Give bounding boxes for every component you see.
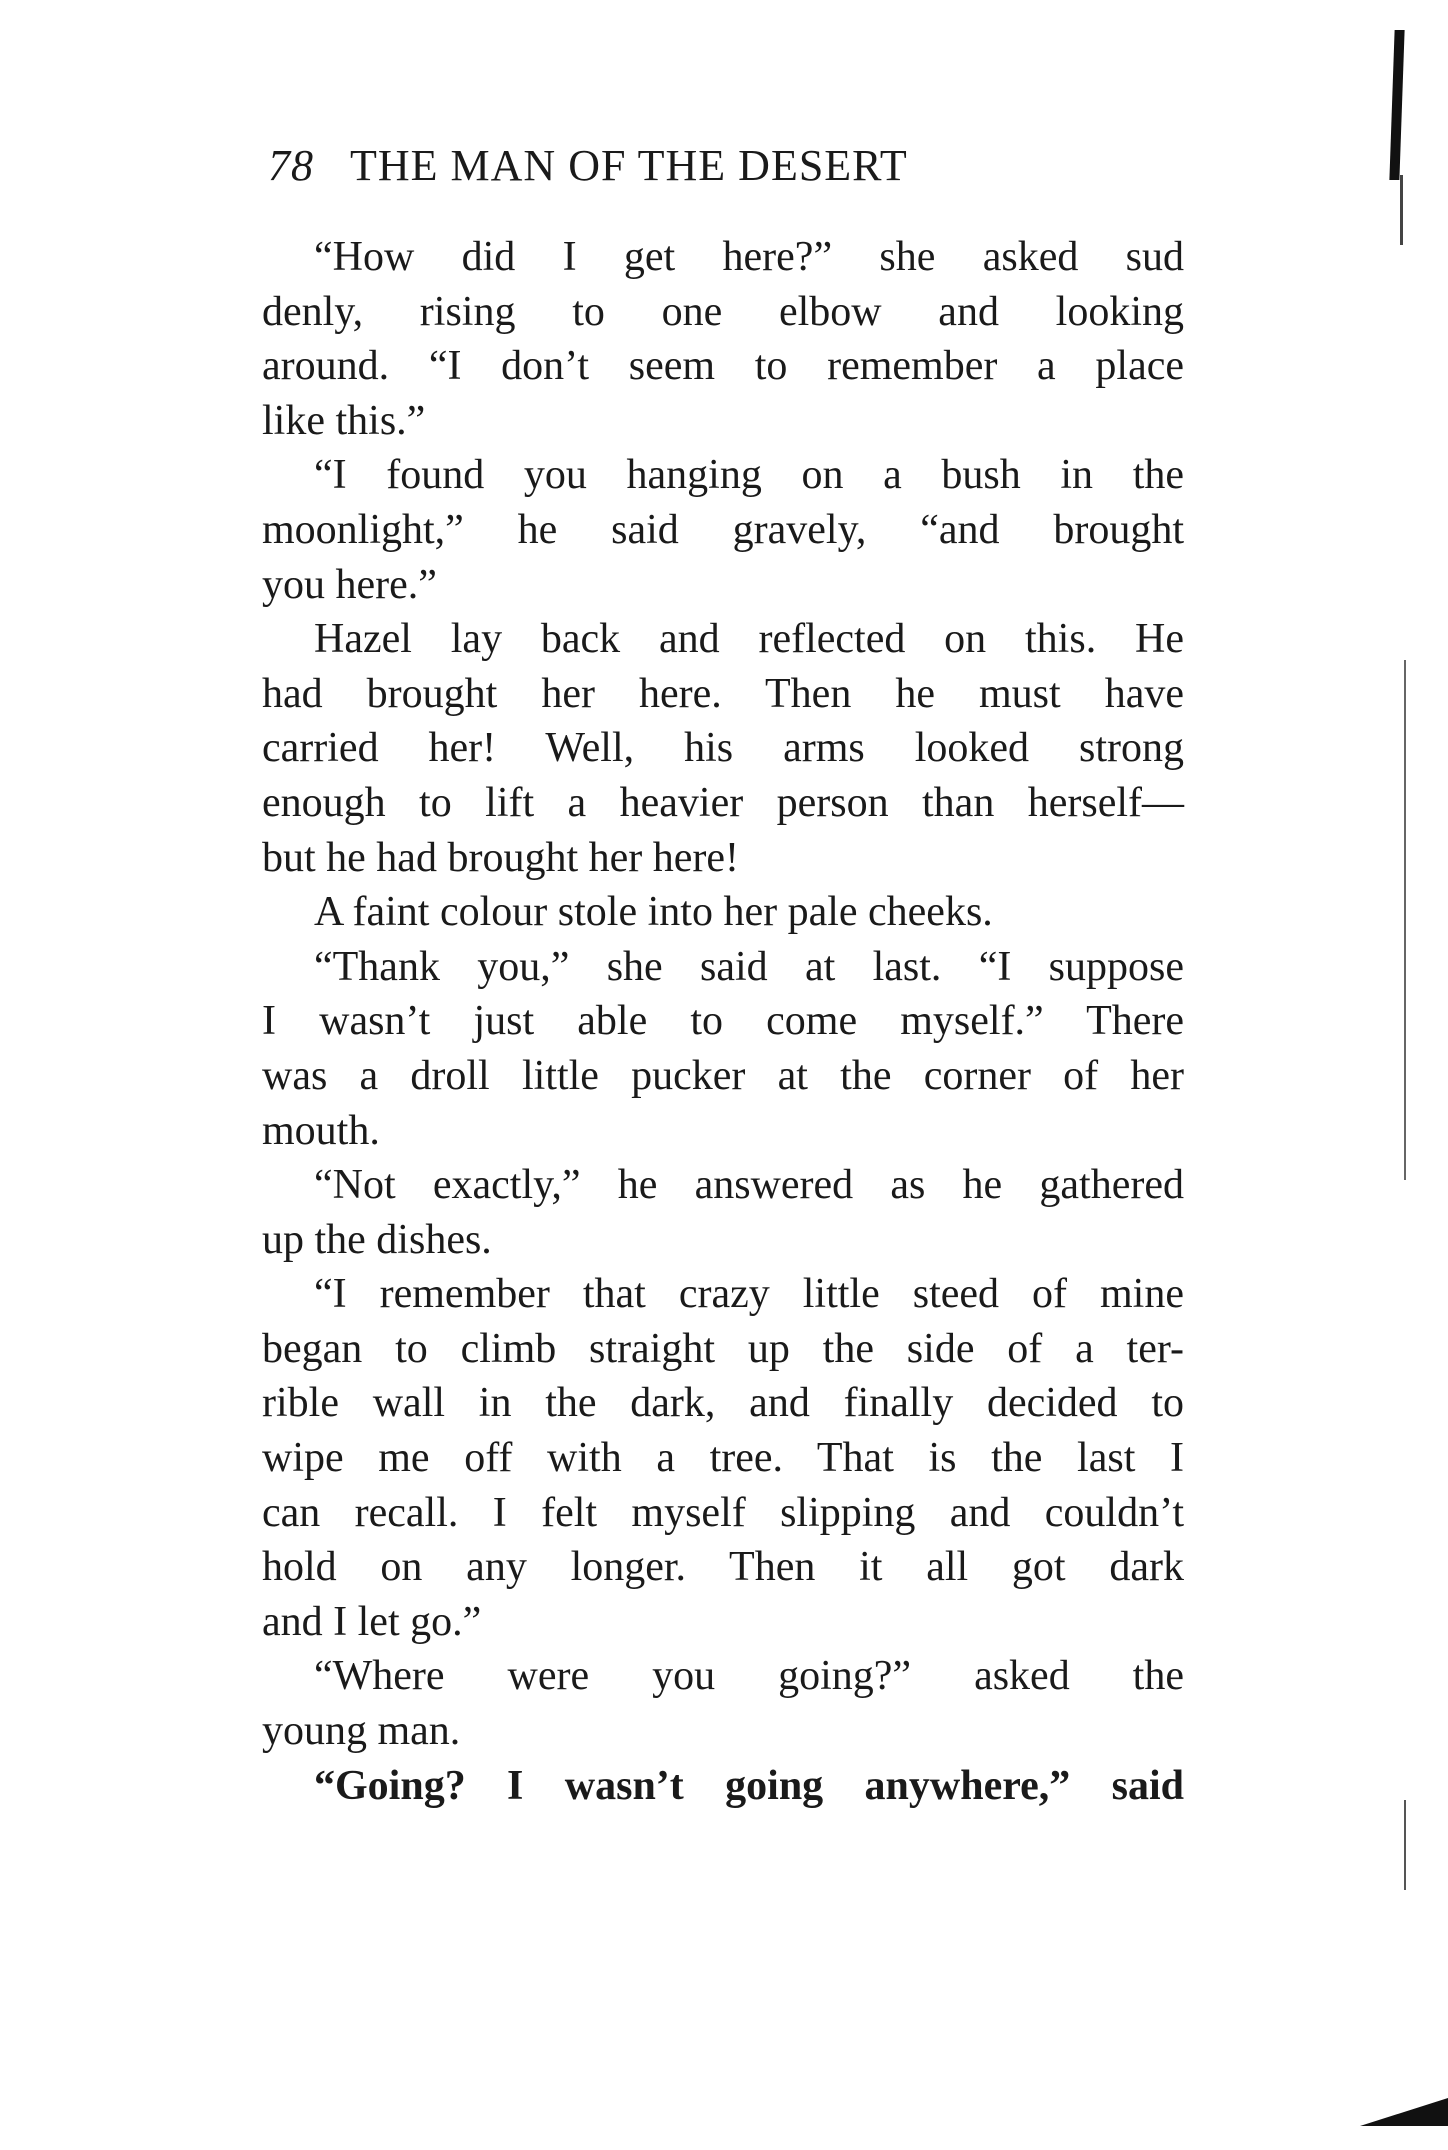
text-line: I wasn’t just able to come myself.” There [262, 998, 1184, 1045]
running-title: THE MAN OF THE DESERT [350, 141, 908, 190]
text-line: began to climb straight up the side of a ter- [262, 1325, 1184, 1372]
page-number: 78 [268, 141, 314, 190]
text-line: “Thank you,” she said at last. “I suppose [314, 943, 1184, 990]
text-line: rible wall in the dark, and finally decided to [262, 1380, 1184, 1427]
text-line: mouth. [262, 1107, 380, 1154]
text-line: but he had brought her here! [262, 834, 739, 881]
text-line: can recall. I felt myself slipping and couldn’t [262, 1489, 1184, 1536]
text-line: young man. [262, 1708, 461, 1755]
scan-edge-mark [1404, 660, 1406, 1180]
text-line: was a droll little pucker at the corner of her [262, 1052, 1184, 1099]
text-line: Hazel lay back and reflected on this. He [314, 616, 1184, 663]
text-line: “Where were you going?” asked the [314, 1653, 1184, 1700]
text-line: “Going? I wasn’t going anywhere,” said [314, 1762, 1184, 1809]
text-line: moonlight,” he said gravely, “and brought [262, 506, 1184, 553]
text-line: had brought her here. Then he must have [262, 670, 1184, 717]
text-line: enough to lift a heavier person than herself— [262, 779, 1184, 826]
running-header [268, 140, 1088, 200]
text-line: up the dishes. [262, 1216, 492, 1263]
scan-edge-mark [1400, 175, 1403, 245]
text-line: denly, rising to one elbow and looking [262, 288, 1184, 335]
text-line: A faint colour stole into her pale cheeks. [314, 889, 993, 936]
text-line: wipe me off with a tree. That is the last I [262, 1435, 1184, 1482]
text-line: around. “I don’t seem to remember a place [262, 343, 1184, 390]
text-line: you here.” [262, 561, 437, 608]
text-line: like this.” [262, 397, 426, 444]
scan-corner-mark [1360, 2098, 1448, 2126]
text-line: “How did I get here?” she asked sud [314, 234, 1184, 280]
text-line: and I let go.” [262, 1598, 482, 1645]
scan-edge-mark [1404, 1800, 1406, 1890]
text-line: carried her! Well, his arms looked strong [262, 725, 1184, 772]
scan-edge-mark [1389, 30, 1404, 180]
text-line: “Not exactly,” he answered as he gathered [314, 1162, 1184, 1209]
text-line: “I remember that crazy little steed of mine [314, 1271, 1184, 1318]
text-line: “I found you hanging on a bush in the [314, 452, 1184, 499]
body-text [262, 230, 1184, 1813]
text-line: hold on any longer. Then it all got dark [262, 1544, 1184, 1591]
